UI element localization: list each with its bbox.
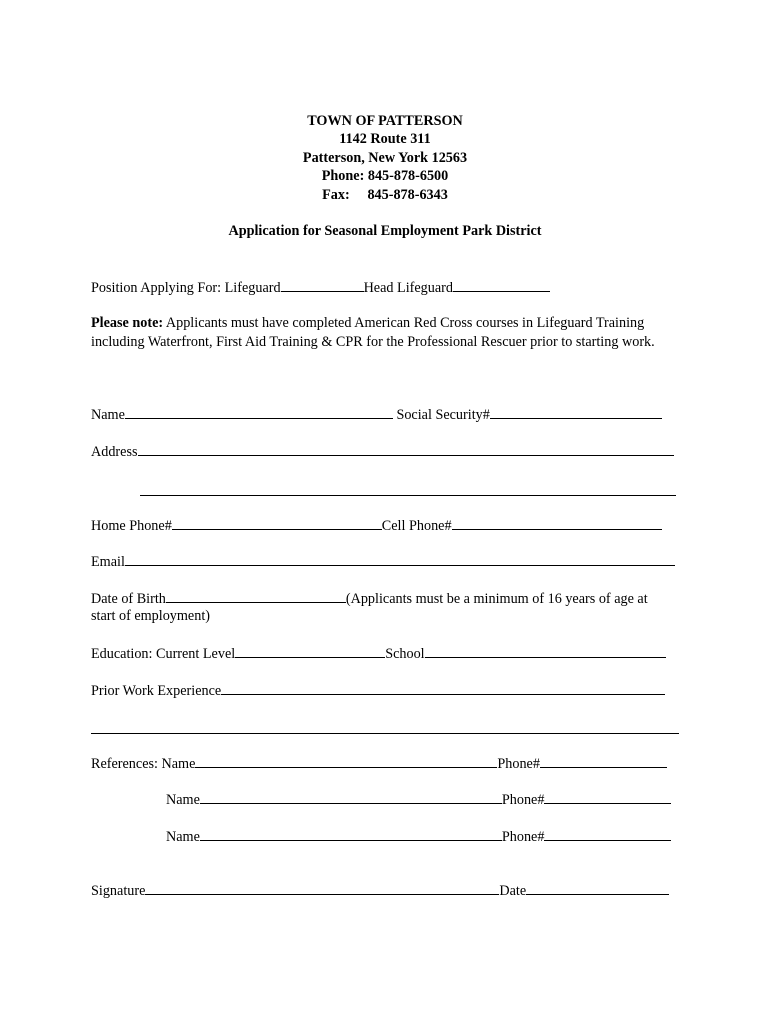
signature-label: Signature [91,883,146,899]
school-label: School [385,646,425,662]
references-label: References: Name [91,756,196,772]
letterhead [0,112,770,204]
prior-work-row [91,681,665,700]
reference-row-3 [166,827,671,846]
position-label: Position Applying For: Lifeguard [91,280,281,296]
reference-2-phone-field[interactable] [544,790,671,804]
home-phone-field[interactable] [172,516,382,530]
reference-3-phone-label: Phone# [501,829,545,845]
org-city: Patterson, New York 12563 [302,149,468,166]
prior-work-field[interactable] [221,681,665,695]
cell-phone-label: Cell Phone# [381,518,452,534]
reference-1-name-field[interactable] [195,754,497,768]
address-row [91,442,674,461]
reference-2-name-label: Name [166,792,200,808]
name-row [91,405,662,424]
reference-row-1 [91,754,667,773]
education-label: Education: Current Level [91,646,236,662]
head-lifeguard-field[interactable] [453,278,550,292]
education-row [91,644,666,663]
signature-row [91,881,669,900]
phone-row [91,516,662,535]
ssn-field[interactable] [490,405,662,419]
reference-3-name-label: Name [166,829,200,845]
date-field[interactable] [526,881,669,895]
head-lifeguard-label: Head Lifeguard [363,280,453,296]
dob-label: Date of Birth [91,591,166,607]
email-row [91,552,675,571]
name-field[interactable] [125,405,393,419]
home-phone-label: Home Phone# [91,518,172,534]
reference-row-2 [166,790,671,809]
dob-note-row-2 [91,607,210,625]
dob-field[interactable] [166,589,346,603]
email-field[interactable] [125,552,675,566]
dob-row [91,589,648,608]
org-fax: Fax: 845-878-6343 [322,186,448,203]
prior-work-line-2[interactable] [91,733,679,734]
email-label: Email [91,554,125,570]
address-line-2[interactable] [140,495,676,496]
signature-field[interactable] [145,881,499,895]
cell-phone-field[interactable] [452,516,662,530]
org-street: 1142 Route 311 [339,131,431,148]
reference-3-phone-field[interactable] [544,827,671,841]
dob-note: (Applicants must be a minimum of 16 years of age at [345,591,648,607]
date-label: Date [499,883,527,899]
reference-1-phone-label: Phone# [497,756,540,772]
dob-note-2: start of employment) [91,608,210,624]
prior-work-label: Prior Work Experience [91,683,222,699]
position-row [91,278,550,297]
reference-1-phone-field[interactable] [540,754,667,768]
note-bold-label: Please note: [91,315,164,331]
address-label: Address [91,444,138,460]
address-field[interactable] [138,442,674,456]
name-label: Name [91,407,125,423]
ssn-label: Social Security# [396,407,490,423]
education-field[interactable] [235,644,385,658]
form-title: Application for Seasonal Employment Park District [228,223,542,239]
note-paragraph [91,314,681,351]
reference-3-name-field[interactable] [200,827,502,841]
org-phone: Phone: 845-878-6500 [321,168,449,185]
school-field[interactable] [425,644,666,658]
reference-2-phone-label: Phone# [501,792,545,808]
note-text: Applicants must have completed American Red Cross courses in Lifeguard Training including Waterfront, First Aid Training & CPR for the Professional Rescuer prior to starting work. [91,315,655,350]
org-name: TOWN OF PATTERSON [307,113,463,129]
reference-2-name-field[interactable] [200,790,502,804]
lifeguard-field[interactable] [281,278,364,292]
